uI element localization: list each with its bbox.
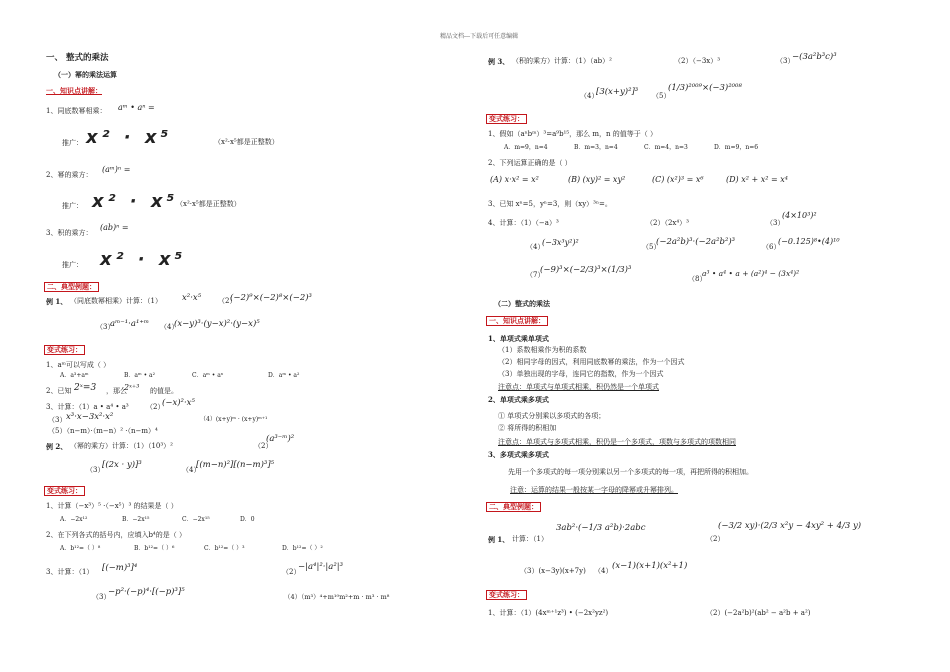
example-2-label-4: （4） [182,466,201,474]
practice-3-q4-3: （3） [766,219,785,227]
rule-mono-poly-note: 注意点：单项式与多项式相乘，积仍是一个多项式，项数与多项式的项数相同 [498,438,736,446]
example-3-item-2: （2）（−3x）³ [674,57,721,65]
practice-3-q2-b: (B) (xy)² = xy² [568,175,626,184]
practice-1-q2: 2、已知 [46,387,72,395]
example-2-formula-4: [(m−n)²][(n−m)³]⁵ [196,460,275,470]
practice-3-q4-5-formula: (−2a²b)³·(−2a²b²)³ [656,237,736,247]
practice-2-q3-4: （4）（m³）⁴+m¹⁰m²+m · m³ · m⁸ [284,593,390,601]
practice-2-q2: 2、在下列各式的括号内，应填入b⁴的是（ ） [46,531,186,539]
practice-3-q4-4-formula: (−3x³y²)² [542,238,579,247]
rule-poly-poly-note: 注意：运算的结果一般按某一字母的降幂或升幂排列。 [510,486,678,494]
example-1-label-3: （3） [96,323,115,331]
practice-3-q1-d: D．m=9，n=6 [714,144,759,151]
example-4-item-4: （4） [594,567,613,575]
subsection-title: （一）幂的乘法运算 [54,70,117,79]
example-1-text: （同底数幂相乘）计算：（1） [70,297,162,305]
example-3-label: 例 3、 [488,57,510,66]
practice-3-q4-3-formula: (4×10³)² [782,211,817,220]
rule-3-formula: (ab)ⁿ = [100,223,129,232]
rule-3: 3、积的乘方： [46,229,93,237]
practice-3-q1-a: A．m=9，n=4 [504,144,548,151]
practice-3-q4-6: （6） [762,243,781,251]
example-3-formula-5: (1/3)²⁰⁰⁹×(−3)²⁰⁰⁸ [668,83,742,93]
practice-3-q1: 1、假如（aⁿbᵐ）³=a⁹b¹⁵，那么 m，n 的值等于（ ） [488,130,657,138]
practice-2-q2-b: B．b¹²=（ ）⁶ [134,545,175,552]
generalize-3: 推广： [62,261,83,269]
generalize-1-note: （x²·x⁵都是正整数） [214,138,279,146]
example-1-formula-1: x²·x⁵ [182,293,202,303]
practice-2-q3: 3、计算：（1） [46,568,94,576]
rule-mono-mono-3: （3）单独出现的字母，连同它的指数，作为一个因式 [498,370,664,378]
practice-1-q3-2-formula: (−x)²·x⁵ [162,398,195,408]
practice-2-q3-2-formula: −|a⁴|²·|a²|³ [298,562,344,572]
rule-2-formula: (aᵐ)ⁿ = [102,165,131,174]
example-4-text: 计算：（1） [512,535,548,543]
practice-3-q1-c: C．m=4，n=3 [644,144,688,151]
example-1-formula-3: aᵐ⁻¹·a¹⁺ᵐ [110,319,150,329]
practice-4-q1-2: （2）(−2a²b)²(ab² − a²b + a²) [706,609,811,617]
practice-3-q2-c: (C) (x²)³ = x⁶ [652,175,704,184]
practice-2-q2-d: D．b¹²=（ ）² [282,545,323,552]
example-3-item-4: （4） [580,92,599,100]
rule-mono-poly-2: ② 将所得的积相加 [498,424,557,432]
practice-1-q3-5: （5）（n−m）·（m−n）² ·（n−m）⁴ [48,427,158,435]
practice-3-q2-d: (D) x² + x² = x⁴ [726,175,788,184]
generalize-2-formula: x² · x⁵ [92,191,179,212]
practice-1-q3-3: （3） [48,416,67,424]
practice-1-q3-3-formula: x³·x−3x²·x² [66,412,114,422]
practice-3-q1-b: B．m=3，n=4 [574,144,618,151]
rule-mono-poly: 2、单项式乘多项式 [488,395,549,404]
practice-2-q1-c: C．−2x¹⁵ [182,516,210,523]
generalize-2-note: （x²·x⁵都是正整数） [176,200,241,208]
practice-2-q1-a: A．−2x¹² [60,516,88,523]
example-1-formula-4: (x−y)³·(y−x)²·(y−x)⁵ [174,319,260,329]
practice-4-q1: 1、计算：（1）(4xᵐ⁺¹z³) • (−2x²yz²) [488,609,609,617]
practice-3-q2: 2、下列运算正确的是（ ） [488,159,572,167]
practice-heading-3: 变式练习： [486,114,527,124]
practice-2-q3-2: （2） [282,568,301,576]
example-2-text: （幂的乘方）计算：（1）（10³）² [70,442,173,450]
practice-1-q2-formula: 2ˣ=3 [74,383,97,393]
rule-poly-poly-text: 先用一个多项式的每一项分别乘以另一个多项式的每一项，再把所得的积相加。 [508,468,753,476]
example-3-formula-4: [3(x+y)²]³ [596,87,639,97]
rule-2: 2、幂的乘方： [46,171,93,179]
example-2-label-2: （2） [254,442,273,450]
examples-heading: 二、典型例题： [44,282,99,292]
practice-1-q2-end: 的值是。 [150,387,178,395]
practice-2-q3-3: （3） [92,593,111,601]
example-2-label-3: （3） [86,466,105,474]
generalize-2: 推广： [62,202,83,210]
practice-3-q4-2: （2）（2x⁴）³ [646,219,689,227]
practice-1-q1-c: C．aᵐ • aⁿ [192,372,224,379]
example-3-item-5: （5） [652,92,671,100]
rule-mono-mono-1: （1）系数相乘作为积的系数 [498,346,587,354]
practice-2-q3-3-formula: −p²·(−p)⁴·[(−p)³]⁵ [108,587,185,597]
generalize-1-formula: x² · x⁵ [86,127,173,148]
example-1-label: 例 1、 [46,297,68,306]
practice-1-q1-d: D．aᵐ • a² [268,372,300,379]
practice-2-q1-d: D．0 [240,516,255,523]
practice-1-q2-formula-2: 2ˣ⁺³ [124,383,140,392]
example-4-formula-2: (−3/2 xy)·(2/3 x²y − 4xy² + 4/3 y) [718,521,862,531]
practice-heading-1: 变式练习： [44,345,85,355]
practice-3-q4-8: （8） [688,275,707,283]
example-4-item-2: （2） [706,535,725,543]
practice-2-q1-b: B．−2x¹⁵ [122,516,150,523]
practice-3-q4-7-formula: (−9)³×(−2/3)³×(1/3)³ [540,265,632,275]
practice-1-q3: 3、计算：（1）a • a⁴ • a³ [46,403,129,411]
generalize-3-formula: x² · x⁵ [100,249,187,270]
practice-3-q4-5: （5） [642,243,661,251]
practice-heading-4: 变式练习： [486,590,527,600]
practice-2-q1: 1、计算（−x³）⁵ ·（−x⁵）³ 的结果是（ ） [46,502,178,510]
examples-heading-2: 二、典型例题： [486,502,541,512]
example-1-formula-2: (−2)⁹×(−2)⁸×(−2)³ [230,293,312,303]
rule-mono-mono-note: 注意点：单项式与单项式相乘，积仍然是一个单项式 [498,383,659,391]
knowledge-heading: 一、知识点讲解： [46,86,102,95]
example-3-text: （积的乘方）计算：（1）（ab）² [512,57,612,65]
subsection-2-title: （二）整式的乘法 [494,299,550,308]
rule-1: 1、同底数幂相乘： [46,107,107,115]
rule-1-formula: aᵐ • aⁿ = [118,103,155,112]
practice-3-q4-8-formula: a³ • a⁴ • a + (a²)⁴ − (3x⁴)² [702,269,800,278]
practice-heading-2: 变式练习： [44,486,85,496]
example-4-formula-4: (x−1)(x+1)(x²+1) [612,561,688,571]
practice-3-q3: 3、已知 xⁿ=5，yⁿ=3，则（xy）³ⁿ=。 [488,200,612,208]
practice-1-q3-4: （4）(x+y)ᵐ · (x+y)ᵐ⁺¹ [200,416,268,423]
practice-3-q2-a: (A) x·x² = x² [490,175,539,184]
example-3-item-3: （3） [776,57,795,65]
knowledge-heading-2: 一、知识点讲解： [486,316,548,326]
section-title: 一、 整式的乘法 [46,53,109,63]
generalize-1: 推广： [62,139,83,147]
example-2-formula-3: [(2x · y)]³ [102,460,142,470]
example-1-label-2: （2） [218,297,237,305]
practice-2-q3-1-formula: [(−m)³]⁴ [102,563,138,573]
practice-2-q2-a: A．b¹²=（ ）⁸ [60,545,101,552]
practice-1-q1: 1、aᵐ可以写成（ ） [46,361,111,369]
example-4-formula-1: 3ab²·(−1/3 a²b)·2abc [556,523,646,533]
rule-mono-poly-1: ① 单项式分别乘以多项式的各项； [498,412,606,420]
example-4-label: 例 1、 [488,535,510,544]
rule-poly-poly: 3、多项式乘多项式 [488,450,549,459]
example-2-label: 例 2、 [46,442,68,451]
rule-mono-mono-2: （2）相同字母的因式，利用同底数幂的乘法，作为一个因式 [498,358,685,366]
practice-3-q4: 4、计算：（1）（−a）³ [488,219,559,227]
practice-1-q3-2: （2） [146,403,165,411]
page-header: 精品文档---下载后可任意编辑 [440,33,519,40]
example-4-item-3: （3）(x−3y)(x+7y) [520,567,586,575]
example-3-formula-3: −(3a²b³c)³ [792,52,837,62]
example-1-label-4: （4） [160,323,179,331]
practice-3-q4-7: （7） [526,271,545,279]
practice-2-q2-c: C．b¹²=（ ）³ [204,545,245,552]
practice-1-q1-b: B．aᵐ • a² [124,372,156,379]
practice-3-q4-4: （4） [526,243,545,251]
rule-mono-mono: 1、单项式乘单项式 [488,334,549,343]
practice-1-q1-a: A．a³+aᵐ [60,372,89,379]
practice-1-q2-mid: ，那么 [106,387,127,395]
practice-3-q4-6-formula: (−0.125)⁸•(4)¹⁰ [778,237,840,246]
example-2-formula-2: (a³⁻ᵐ)² [266,434,295,444]
